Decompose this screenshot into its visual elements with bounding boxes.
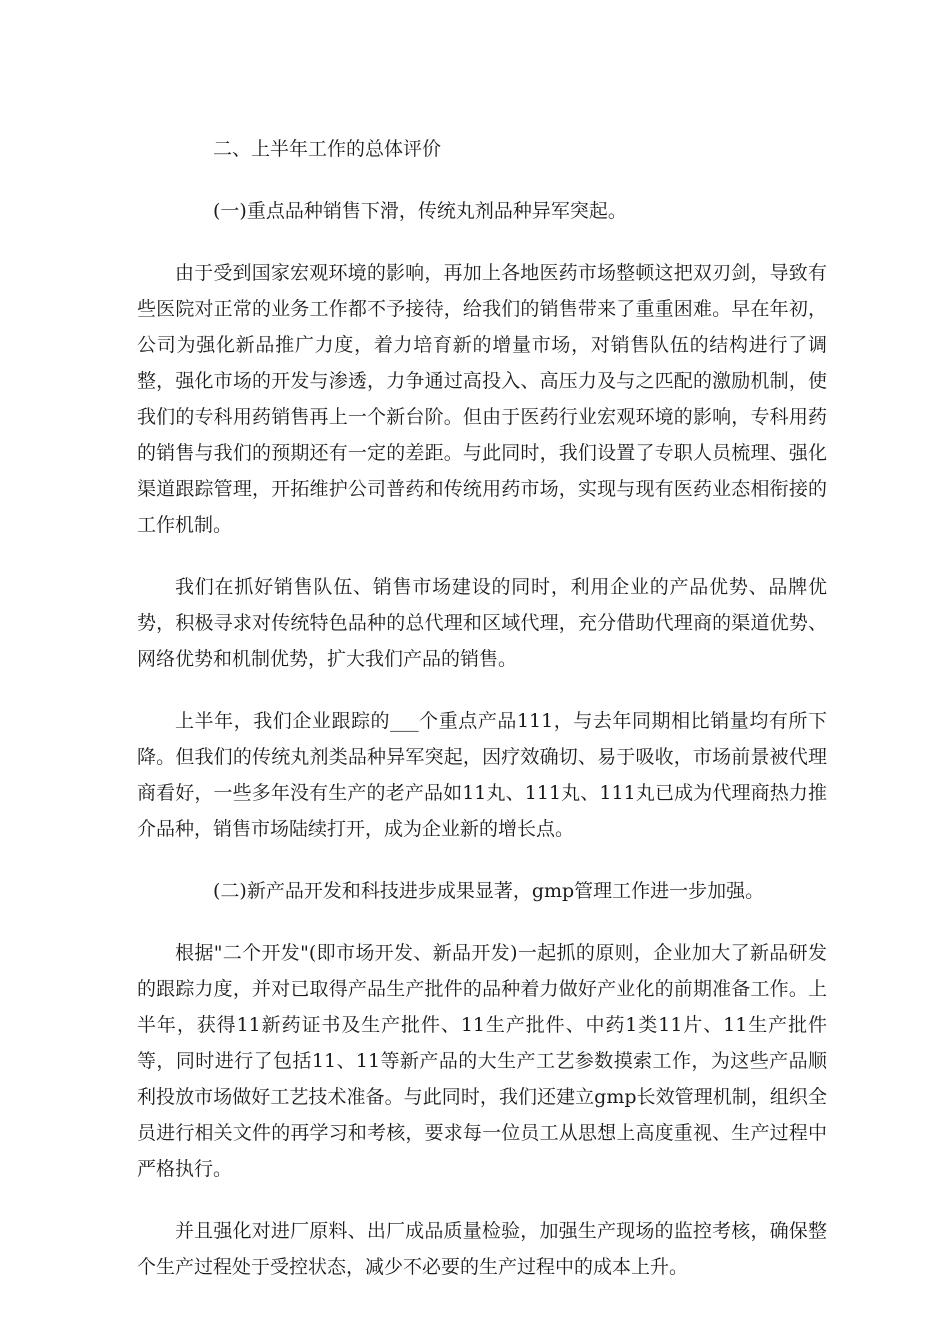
paragraph-development: 根据"二个开发"(即市场开发、新品开发)一起抓的原则，企业加大了新品研发的跟踪力度，并对已取得产品生产批件的品种着力做好产业化的前期准备工作。上半年，获得11新药证书及生产批件、11生产批件、中药1类11片、11生产批件等，同时进行了包括11、11等新产品的大生产工艺参数摸索工作，为这些产品顺利投放市场做好工艺技术准备。与此同时，我们还建立gmp长效管理机制，组织全员进行相关文件的再学习和考核，要求每一位员工从思想上高度重视、生产过程中严格执行。 [137,942,827,1180]
paragraph-market-environment: 由于受到国家宏观环境的影响，再加上各地医药市场整顿这把双刃剑，导致有些医院对正常的业务工作都不予接待，给我们的销售带来了重重困难。早在年初，公司为强化新品推广力度，着力培育新的增量市场，对销售队伍的结构进行了调整，强化市场的开发与渗透，力争通过高投入、高压力及与之匹配的激励机制，使我们的专科用药销售再上一个新台阶。但由于医药行业宏观环境的影响，专科用药的销售与我们的预期还有一定的差距。与此同时，我们设置了专职人员梳理、强化渠道跟踪管理，开拓维护公司普药和传统用药市场，实现与现有医药业态相衔接的工作机制。 [137,262,827,536]
section-heading: 二、上半年工作的总体评价 [213,138,442,160]
document-body [137,131,827,1311]
subheading-new-products: (二)新产品开发和科技进步成果显著，gmp管理工作进一步加强。 [213,880,765,902]
subheading-sales: (一)重点品种销售下滑，传统丸剂品种异军突起。 [213,200,627,222]
paragraph-quality-control: 并且强化对进厂原料、出厂成品质量检验，加强生产现场的监控考核，确保整个生产过程处于受控状态，减少不必要的生产过程中的成本上升。 [137,1220,827,1278]
paragraph-first-half: 上半年，我们企业跟踪的___个重点产品111，与去年同期相比销量均有所下降。但我们的传统丸剂类品种异军突起，因疗效确切、易于吸收，市场前景被代理商看好，一些多年没有生产的老产品如11丸、111丸、111丸已成为代理商热力推介品种，销售市场陆续打开，成为企业新的增长点。 [137,710,827,840]
paragraph-sales-team: 我们在抓好销售队伍、销售市场建设的同时，利用企业的产品优势、品牌优势，积极寻求对传统特色品种的总代理和区域代理，充分借助代理商的渠道优势、网络优势和机制优势，扩大我们产品的销售。 [137,576,827,670]
